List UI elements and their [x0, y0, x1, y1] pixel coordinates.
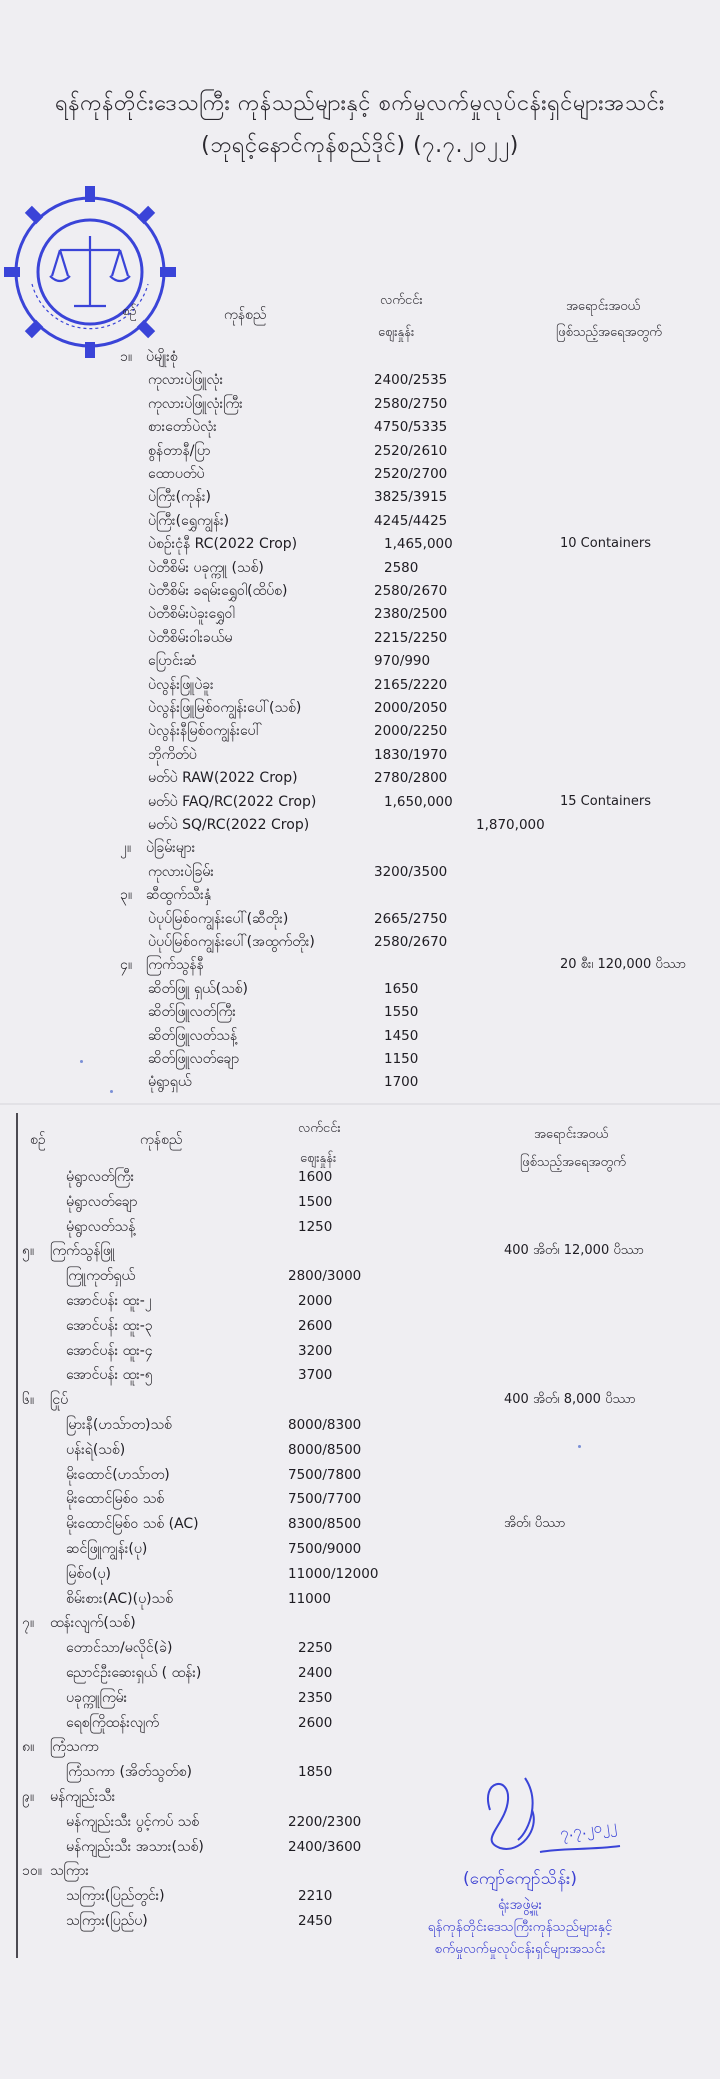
item-name: မန်ကျည်းသီး အသား(သစ်) [66, 1838, 204, 1855]
item-remark: အိတ်၊ ပိဿာ [504, 1516, 566, 1532]
item-price: 1250 [298, 1218, 333, 1235]
item-name: ဆင်ဖြူကျွန်း(ပု) [66, 1541, 148, 1557]
item-name: ပဲကြီး(ကုန်း) [148, 489, 212, 506]
column-item-header-2: ကုန်စည် [140, 1132, 183, 1148]
item-name: အောင်ပန်း ထူး-၃ [66, 1317, 153, 1334]
table-row [0, 1191, 720, 1213]
table-row [0, 931, 720, 953]
column-remark-header-top-2: အရောင်းအဝယ် [534, 1127, 609, 1142]
table-row [0, 1071, 720, 1093]
signer-org-line1: ရန်ကုန်တိုင်းဒေသကြီးကုန်သည်များနှင့် [427, 1919, 613, 1935]
item-price: 7500/7700 [288, 1491, 362, 1508]
table-row [0, 650, 720, 672]
item-name: ပဲလွန်းဖြူပဲခူး [148, 676, 214, 693]
item-price: 2400 [298, 1665, 333, 1681]
table-row [0, 1464, 720, 1486]
table-row [0, 861, 720, 883]
item-remark: 20 စီး၊ 120,000 ပိဿာ [560, 957, 687, 973]
item-price: 2580/2670 [374, 583, 448, 599]
table-row [0, 1364, 720, 1386]
item-name: ကုလားပဲဖြူလုံးကြီး [148, 395, 243, 412]
item-name: မုံရွာလတ်ကြီး [66, 1169, 135, 1185]
item-name: ကြူကုတ်ရှယ် [66, 1268, 136, 1285]
signature-block [370, 1868, 670, 1960]
item-name: ထန်းလျက်(သစ်) [50, 1615, 136, 1632]
item-name: ပြောင်းဆံ [148, 653, 197, 670]
item-price: 1,465,000 [384, 536, 453, 553]
document-title-line2: (ဘုရင့်နောင်ကုန်စည်ဒိုင်) (၇.၇.၂၀၂၂) [201, 133, 519, 158]
item-price: 1700 [384, 1074, 419, 1091]
table-row [0, 393, 720, 415]
item-name: ပဲခြမ်းများ [146, 840, 196, 857]
item-name: သကြား(ပြည်ပ) [66, 1913, 148, 1929]
table-row [0, 1389, 720, 1411]
item-name: မတ်ပဲ SQ/RC(2022 Crop) [148, 817, 310, 833]
item-name: ပခုက္ကူကြမ်း [66, 1689, 128, 1706]
item-price: 3200 [298, 1342, 333, 1359]
table-row [0, 627, 720, 649]
table-row [0, 1563, 720, 1585]
item-price: 2250 [298, 1640, 333, 1657]
item-price: 2215/2250 [374, 629, 448, 646]
table-row [0, 1240, 720, 1262]
item-price: 2600 [298, 1714, 333, 1731]
table-row [0, 697, 720, 719]
item-price: 1,870,000 [476, 817, 545, 833]
table-row [0, 884, 720, 906]
row-number: ၄။ [120, 957, 133, 974]
column-price-header-bottom-2: ဈေးနှုန်း [300, 1151, 337, 1166]
item-name: စားတော်ပဲလုံး [148, 419, 217, 436]
item-name: မတ်ပဲ FAQ/RC(2022 Crop) [148, 793, 317, 810]
item-name: ရေစကြိုထန်းလျက် [66, 1714, 159, 1731]
item-name: သကြား [50, 1863, 89, 1880]
item-price: 2000/2050 [374, 700, 448, 716]
table-row [0, 1414, 720, 1436]
item-name: ပဲကြီး(ရွှေကျွန်း) [148, 512, 230, 529]
page-divider [0, 1103, 720, 1105]
table-row [0, 510, 720, 532]
row-number: ၈။ [22, 1739, 35, 1756]
row-number: ၁။ [120, 349, 133, 365]
column-remark-header-bottom-2: ဖြစ်သည့်အရေအတွက် [520, 1155, 626, 1170]
item-name: ဆိတ်ဖြူလတ်ကြီး [148, 1004, 236, 1021]
table-row [0, 1216, 720, 1238]
item-price: 2520/2610 [374, 442, 448, 459]
item-remark: 400 အိတ်၊ 8,000 ပိဿာ [504, 1392, 636, 1408]
table-row [0, 1712, 720, 1734]
item-name: ဆိတ်ဖြူလတ်ချော [148, 1051, 240, 1067]
item-name: ထောပတ်ပဲ [148, 466, 205, 482]
item-name: ကြံသကာ (အိတ်သွတ်စ) [66, 1764, 192, 1781]
item-name: ပန်းရဲ(သစ်) [66, 1441, 126, 1458]
item-name: ကြံသကာ [50, 1739, 100, 1756]
item-price: 2580/2670 [374, 934, 448, 950]
table-row [0, 603, 720, 625]
item-name: သကြား(ပြည်တွင်း) [66, 1888, 165, 1905]
item-name: မတ်ပဲ RAW(2022 Crop) [148, 770, 298, 787]
item-price: 7500/9000 [288, 1541, 362, 1557]
item-price: 2400/2535 [374, 372, 448, 389]
item-price: 2400/3600 [288, 1838, 362, 1855]
item-price: 2600 [298, 1317, 333, 1334]
item-price: 7500/7800 [288, 1466, 362, 1483]
item-name: မိုးထောင်(ဟသ်ာတ) [66, 1466, 170, 1483]
table-row [0, 1612, 720, 1634]
item-name: ပဲပုပ်မြစ်ဝကျွန်းပေါ်(အထွက်တိုး) [148, 934, 315, 950]
item-name: ပဲမျိုးစုံ [146, 349, 178, 365]
item-price: 1450 [384, 1027, 419, 1044]
signer-name: (ကျော်ကျော်သိန်း) [463, 1869, 577, 1889]
table-row [0, 1588, 720, 1610]
item-price: 3200/3500 [374, 863, 448, 880]
table-row [0, 1340, 720, 1362]
item-name: တောင်သာ/မလိုင်(ခဲ) [66, 1640, 173, 1657]
item-price: 1500 [298, 1193, 333, 1210]
item-name: ကုလားပဲဖြူလုံး [148, 372, 224, 389]
row-number: ၇။ [22, 1615, 35, 1632]
table-row [0, 1538, 720, 1560]
item-price: 1600 [298, 1169, 333, 1185]
item-name: ပဲလွန်းနီမြစ်ဝကျွန်းပေါ် [148, 723, 262, 740]
table-row [0, 908, 720, 930]
row-number: ၃။ [120, 887, 133, 904]
item-price: 2210 [298, 1888, 333, 1905]
table-row [0, 1001, 720, 1023]
table-row [0, 1736, 720, 1758]
item-name: ပဲတီစိမ်း ခရမ်းရွှေဝါ(ထိပ်စ) [148, 583, 288, 599]
item-name: အောင်ပန်း ထူး-၂ [66, 1293, 152, 1309]
item-name: မုံရွာလတ်ချော [66, 1193, 138, 1210]
item-price: 8000/8300 [288, 1417, 362, 1433]
table-row [0, 1637, 720, 1659]
table-row [0, 416, 720, 438]
row-number: ၆။ [22, 1392, 35, 1409]
item-name: အောင်ပန်း ထူး-၄ [66, 1342, 153, 1359]
item-price: 1550 [384, 1004, 419, 1021]
item-price: 2165/2220 [374, 676, 448, 693]
item-price: 2000/2250 [374, 723, 448, 740]
table-row [0, 486, 720, 508]
table-row [0, 954, 720, 976]
item-price: 8300/8500 [288, 1516, 362, 1533]
item-price: 2520/2700 [374, 466, 448, 482]
item-price: 3825/3915 [374, 489, 448, 506]
column-price-header-bottom: ဈေးနှုန်း [378, 325, 415, 340]
item-name: ညောင်ဦးဆေးရှယ် ( ထန်း) [66, 1665, 202, 1681]
ink-speck [80, 1060, 83, 1063]
item-name: ငြုပ် [50, 1392, 69, 1409]
table-row [0, 674, 720, 696]
signer-role: ရုံးအဖွဲ့မှူး [498, 1897, 542, 1913]
item-name: ဆိတ်ဖြူလတ်သန့် [148, 1027, 238, 1044]
item-price: 1850 [298, 1764, 333, 1781]
item-name: မိုးထောင်မြစ်ဝ သစ် (AC) [66, 1516, 199, 1533]
table-row [0, 1265, 720, 1287]
row-number: ၁၀။ [22, 1863, 42, 1880]
item-name: ကြက်သွန်နီ [146, 957, 204, 974]
table-row [0, 1439, 720, 1461]
signer-org-line2: စက်မှုလက်မှုလုပ်ငန်းရှင်များအသင်း [434, 1941, 606, 1957]
table-row [0, 978, 720, 1000]
item-name: ပဲတီစိမ်းဝါးခယ်မ [148, 629, 233, 646]
column-remark-header-top: အရောင်းအဝယ် [566, 299, 641, 314]
table-row [0, 767, 720, 789]
item-name: ဆီထွက်သီးနှံ [146, 887, 212, 904]
item-price: 1650 [384, 980, 419, 997]
row-number: ၂။ [120, 840, 132, 857]
table-row [0, 463, 720, 485]
item-name: ဘိုကိတ်ပဲ [148, 746, 197, 763]
table-row [0, 1662, 720, 1684]
item-name: ပဲပုပ်မြစ်ဝကျွန်းပေါ်(ဆီတိုး) [148, 910, 289, 927]
column-price-header-top-2: လက်ငင်း [298, 1121, 341, 1136]
column-item-header: ကုန်စည် [224, 307, 267, 323]
table-row [0, 837, 720, 859]
item-price: 2450 [298, 1913, 333, 1929]
item-name: ပဲတီစိမ်း ပခုက္ကူ (သစ်) [148, 559, 264, 576]
organization-seal-icon [2, 184, 178, 360]
item-name: အောင်ပန်း ထူး-၅ [66, 1367, 153, 1384]
table-row [0, 791, 720, 813]
item-price: 1830/1970 [374, 746, 448, 763]
item-price: 8000/8500 [288, 1441, 362, 1458]
item-price: 2580/2750 [374, 395, 448, 412]
table-row [0, 346, 720, 368]
item-name: မိုးထောင်မြစ်ဝ သစ် [66, 1491, 165, 1508]
table-row [0, 440, 720, 462]
item-name: စွန်တာနီ/ပြာ [148, 442, 211, 459]
table-row [0, 1166, 720, 1188]
item-price: 3700 [298, 1367, 333, 1384]
table-row [0, 1315, 720, 1337]
item-remark: 15 Containers [560, 793, 651, 809]
table-row [0, 1025, 720, 1047]
table-row [0, 533, 720, 555]
table-row [0, 814, 720, 836]
item-price: 2200/2300 [288, 1813, 362, 1830]
item-remark: 400 အိတ်၊ 12,000 ပိဿာ [504, 1243, 645, 1259]
ink-speck [110, 1090, 113, 1093]
row-number: ၅။ [22, 1243, 35, 1260]
item-name: ပဲလွန်းဖြူမြစ်ဝကျွန်းပေါ်(သစ်) [148, 700, 302, 716]
table-row [0, 1687, 720, 1709]
table-row [0, 580, 720, 602]
item-price: 11000 [288, 1590, 331, 1607]
document-title-line1: ရန်ကုန်တိုင်းဒေသကြီး ကုန်သည်များနှင့် စက်မှုလက်မှုလုပ်ငန်းရှင်များအသင်း [55, 91, 665, 116]
item-price: 2380/2500 [374, 606, 448, 623]
item-price: 11000/12000 [288, 1565, 379, 1582]
item-price: 2665/2750 [374, 910, 448, 927]
item-name: ဆိတ်ဖြူ ရှယ်(သစ်) [148, 980, 248, 997]
item-name: မြားနီ(ဟသ်ာတ)သစ် [66, 1417, 172, 1433]
item-name: စိမ်းစား(AC)(ပု)သစ် [66, 1590, 173, 1607]
item-name: မန်ကျည်းသီး [50, 1789, 116, 1805]
item-price: 4245/4425 [374, 512, 448, 529]
column-remark-header-bottom: ဖြစ်သည့်အရေအတွက် [556, 325, 662, 340]
item-price: 4750/5335 [374, 419, 448, 436]
item-name: ပဲစဉ်းငုံနီ RC(2022 Crop) [148, 536, 298, 553]
ink-speck [578, 1445, 581, 1448]
item-name: ကုလားပဲခြမ်း [148, 863, 214, 880]
column-price-header-top: လက်ငင်း [380, 293, 423, 308]
item-price: 2580 [384, 559, 419, 576]
row-number: ၉။ [22, 1789, 35, 1805]
item-price: 970/990 [374, 653, 431, 670]
item-name: မြစ်ဝ(ပု) [66, 1565, 111, 1582]
item-remark: 10 Containers [560, 536, 651, 552]
column-no-header-2: စဉ် [30, 1132, 46, 1148]
table-row [0, 744, 720, 766]
item-price: 2780/2800 [374, 770, 448, 787]
item-name: မုံရွာရှယ် [148, 1074, 192, 1091]
item-name: ပဲတီစိမ်းပဲခူးရွှေဝါ [148, 606, 235, 623]
item-price: 2350 [298, 1689, 333, 1706]
table-row [0, 1048, 720, 1070]
item-name: မုံရွာလတ်သန့် [66, 1218, 136, 1235]
signature-icon [470, 1770, 650, 1870]
column-no-header: စဉ် [122, 304, 137, 319]
signature-date: ၇.၇.၂၀၂၂ [558, 1816, 618, 1842]
table-row [0, 1513, 720, 1535]
item-name: မန်ကျည်းသီး ပွင့်ကပ် သစ် [66, 1813, 200, 1830]
item-price: 1,650,000 [384, 793, 453, 810]
item-price: 2800/3000 [288, 1268, 362, 1285]
item-price: 2000 [298, 1293, 333, 1309]
table-row [0, 720, 720, 742]
table-row [0, 1290, 720, 1312]
item-price: 1150 [384, 1051, 419, 1067]
item-name: ကြက်သွန်ဖြူ [50, 1243, 115, 1260]
table-row [0, 369, 720, 391]
table-row [0, 1488, 720, 1510]
table-row [0, 557, 720, 579]
